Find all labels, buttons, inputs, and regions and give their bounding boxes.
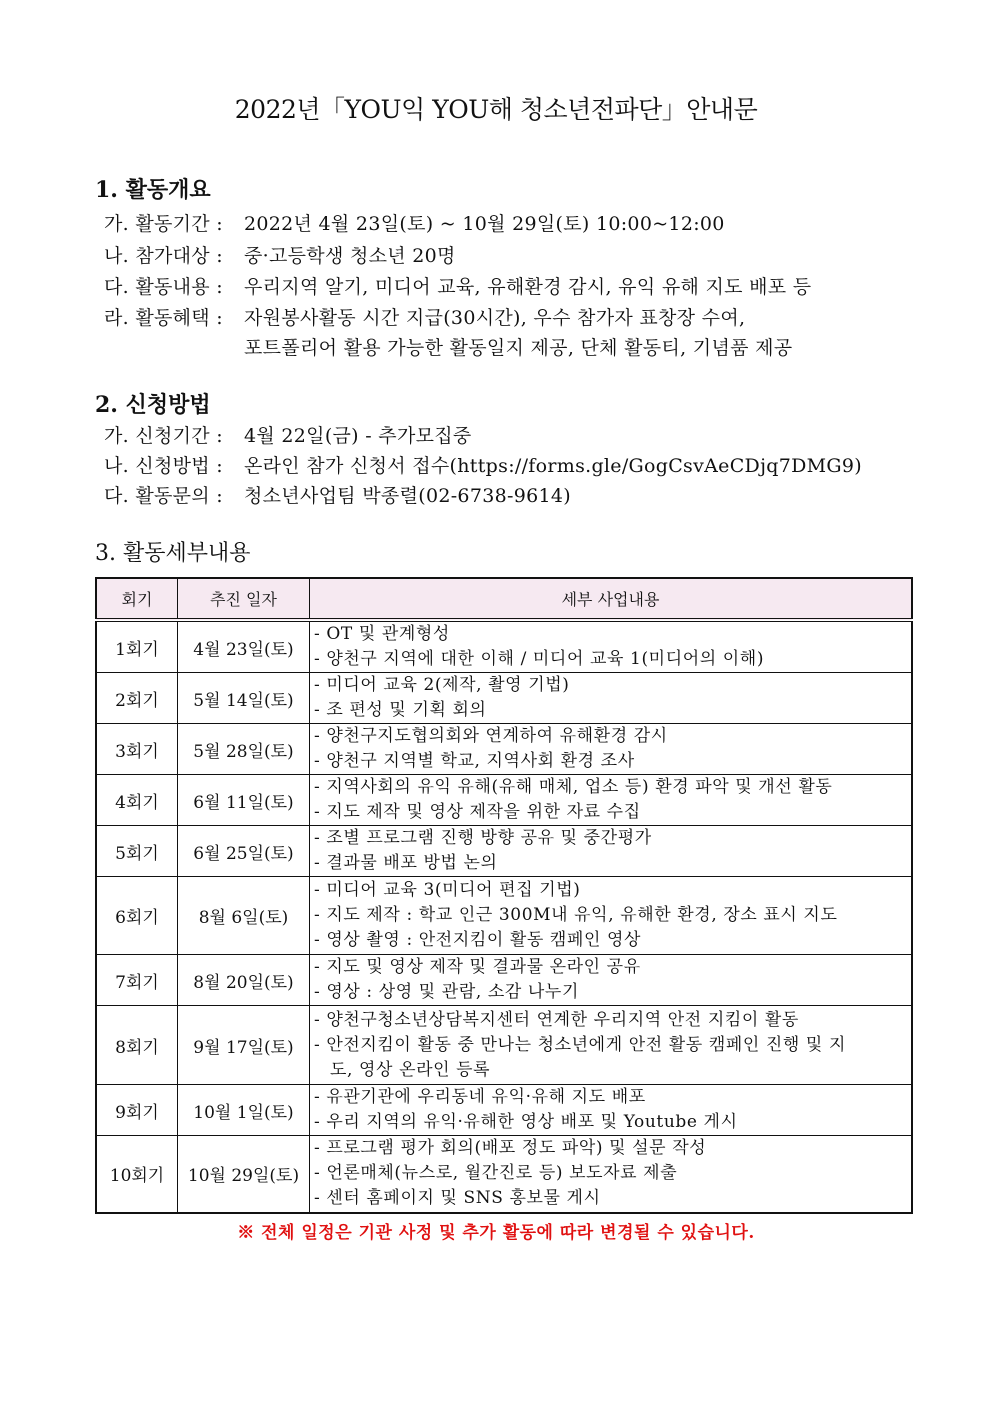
session-cell: 6회기	[96, 877, 178, 955]
item-value: 2022년 4월 23일(토) ~ 10월 29일(토) 10:00~12:00	[244, 213, 725, 235]
table-row	[96, 955, 912, 1006]
overview-benefits-continuation: 포트폴리어 활용 가능한 활동일지 제공, 단체 활동티, 기념품 제공	[244, 337, 793, 359]
details-cell	[310, 673, 913, 724]
detail-line: - 안전지킴이 활동 중 만나는 청소년에게 안전 활동 캠페인 진행 및 지	[314, 1034, 846, 1055]
section-heading-details: 3. 활동세부내용	[95, 541, 251, 566]
detail-line: - 유관기관에 우리동네 유익·유해 지도 배포	[314, 1087, 646, 1107]
table-row	[96, 775, 912, 826]
details-cell	[310, 826, 913, 877]
detail-line: - 센터 홈페이지 및 SNS 홍보물 게시	[314, 1188, 601, 1209]
item-label: 가. 신청기간 :	[104, 425, 223, 447]
details-cell	[310, 955, 913, 1006]
overview-content	[104, 272, 811, 299]
details-cell	[310, 1085, 913, 1136]
item-value: 우리지역 알기, 미디어 교육, 유해환경 감시, 유익 유해 지도 배포 등	[244, 276, 812, 298]
details-cell	[310, 775, 913, 826]
detail-line: - 조별 프로그램 진행 방향 공유 및 중간평가	[314, 828, 652, 848]
details-cell	[310, 620, 913, 673]
table-row	[96, 826, 912, 877]
section-heading-application: 2. 신청방법	[95, 392, 211, 418]
header-session: 회기	[96, 578, 178, 620]
details-cell	[310, 1136, 913, 1213]
document-title: 2022년「YOU익 YOU해 청소년전파단」안내문	[234, 95, 758, 124]
item-label: 나. 신청방법 :	[104, 455, 223, 477]
date-cell: 6월 25일(토)	[178, 826, 310, 877]
overview-target	[104, 241, 456, 268]
application-link[interactable]: 온라인 참가 신청서 접수(https://forms.gle/GogCsvAeCDjq7DMG9)	[244, 455, 862, 477]
session-cell: 7회기	[96, 955, 178, 1006]
overview-period	[104, 209, 725, 236]
detail-line: - 프로그램 평가 회의(배포 정도 파악) 및 설문 작성	[314, 1138, 707, 1159]
application-period	[104, 421, 472, 448]
date-cell: 10월 1일(토)	[178, 1085, 310, 1136]
detail-line: - 우리 지역의 유익·유해한 영상 배포 및 Youtube 게시	[314, 1112, 738, 1132]
detail-line: - 영상 : 상영 및 관람, 소감 나누기	[314, 982, 579, 1002]
detail-line: - 결과물 배포 방법 논의	[314, 853, 498, 873]
date-cell: 9월 17일(토)	[178, 1006, 310, 1085]
details-cell	[310, 1006, 913, 1085]
table-row	[96, 620, 912, 673]
item-value: 청소년사업팀 박종렬(02-6738-9614)	[244, 485, 571, 507]
table-row	[96, 877, 912, 955]
session-cell: 2회기	[96, 673, 178, 724]
detail-line: - 미디어 교육 3(미디어 편집 기법)	[314, 880, 581, 900]
table-header-row	[96, 578, 912, 620]
date-cell: 5월 28일(토)	[178, 724, 310, 775]
item-label: 가. 활동기간 :	[104, 213, 223, 235]
session-cell: 1회기	[96, 620, 178, 673]
item-label: 나. 참가대상 :	[104, 245, 223, 267]
detail-line: - 지역사회의 유익 유해(유해 매체, 업소 등) 환경 파악 및 개선 활동	[314, 777, 833, 797]
header-details: 세부 사업내용	[310, 578, 913, 620]
details-cell	[310, 877, 913, 955]
detail-line: 도, 영상 온라인 등록	[330, 1059, 491, 1080]
date-cell: 8월 20일(토)	[178, 955, 310, 1006]
table-row	[96, 1006, 912, 1085]
detail-line: - 조 편성 및 기획 회의	[314, 700, 487, 720]
item-label: 다. 활동내용 :	[104, 276, 223, 298]
detail-line: - 지도 제작 : 학교 인근 300M내 유익, 유해한 환경, 장소 표시 지도	[314, 905, 838, 925]
schedule-change-note: ※ 전체 일정은 기관 사정 및 추가 활동에 따라 변경될 수 있습니다.	[237, 1223, 755, 1243]
application-method	[104, 451, 862, 478]
item-label: 라. 활동혜택 :	[104, 307, 223, 329]
detail-line: - 미디어 교육 2(제작, 촬영 기법)	[314, 675, 570, 695]
detail-line: - 양천구지도협의회와 연계하여 유해환경 감시	[314, 726, 668, 746]
application-contact	[104, 481, 571, 508]
item-value: 4월 22일(금) - 추가모집중	[244, 425, 472, 447]
date-cell: 5월 14일(토)	[178, 673, 310, 724]
section-heading-overview: 1. 활동개요	[95, 177, 211, 203]
session-cell: 8회기	[96, 1006, 178, 1085]
session-cell: 5회기	[96, 826, 178, 877]
table-row	[96, 673, 912, 724]
item-value: 자원봉사활동 시간 지급(30시간), 우수 참가자 표창장 수여,	[244, 307, 746, 329]
table-row	[96, 1136, 912, 1213]
detail-line: - 영상 촬영 : 안전지킴이 활동 캠페인 영상	[314, 930, 642, 950]
schedule-table	[95, 577, 913, 1214]
detail-line: - 양천구 지역에 대한 이해 / 미디어 교육 1(미디어의 이해)	[314, 649, 765, 669]
overview-benefits	[104, 303, 745, 330]
item-value: 중·고등학생 청소년 20명	[244, 245, 456, 267]
session-cell: 3회기	[96, 724, 178, 775]
date-cell: 4월 23일(토)	[178, 620, 310, 673]
date-cell: 10월 29일(토)	[178, 1136, 310, 1213]
detail-line: - 언론매체(뉴스로, 월간진로 등) 보도자료 제출	[314, 1163, 678, 1184]
date-cell: 6월 11일(토)	[178, 775, 310, 826]
item-label: 다. 활동문의 :	[104, 485, 223, 507]
session-cell: 4회기	[96, 775, 178, 826]
header-date: 추진 일자	[178, 578, 310, 620]
table-row	[96, 1085, 912, 1136]
date-cell: 8월 6일(토)	[178, 877, 310, 955]
detail-line: - 지도 및 영상 제작 및 결과물 온라인 공유	[314, 957, 641, 977]
table-row	[96, 724, 912, 775]
detail-line: - 양천구 지역별 학교, 지역사회 환경 조사	[314, 751, 635, 771]
session-cell: 9회기	[96, 1085, 178, 1136]
details-cell	[310, 724, 913, 775]
detail-line: - 지도 제작 및 영상 제작을 위한 자료 수집	[314, 802, 641, 822]
detail-line: - 양천구청소년상담복지센터 연계한 우리지역 안전 지킴이 활동	[314, 1009, 799, 1030]
session-cell: 10회기	[96, 1136, 178, 1213]
detail-line: - OT 및 관계형성	[314, 624, 450, 644]
